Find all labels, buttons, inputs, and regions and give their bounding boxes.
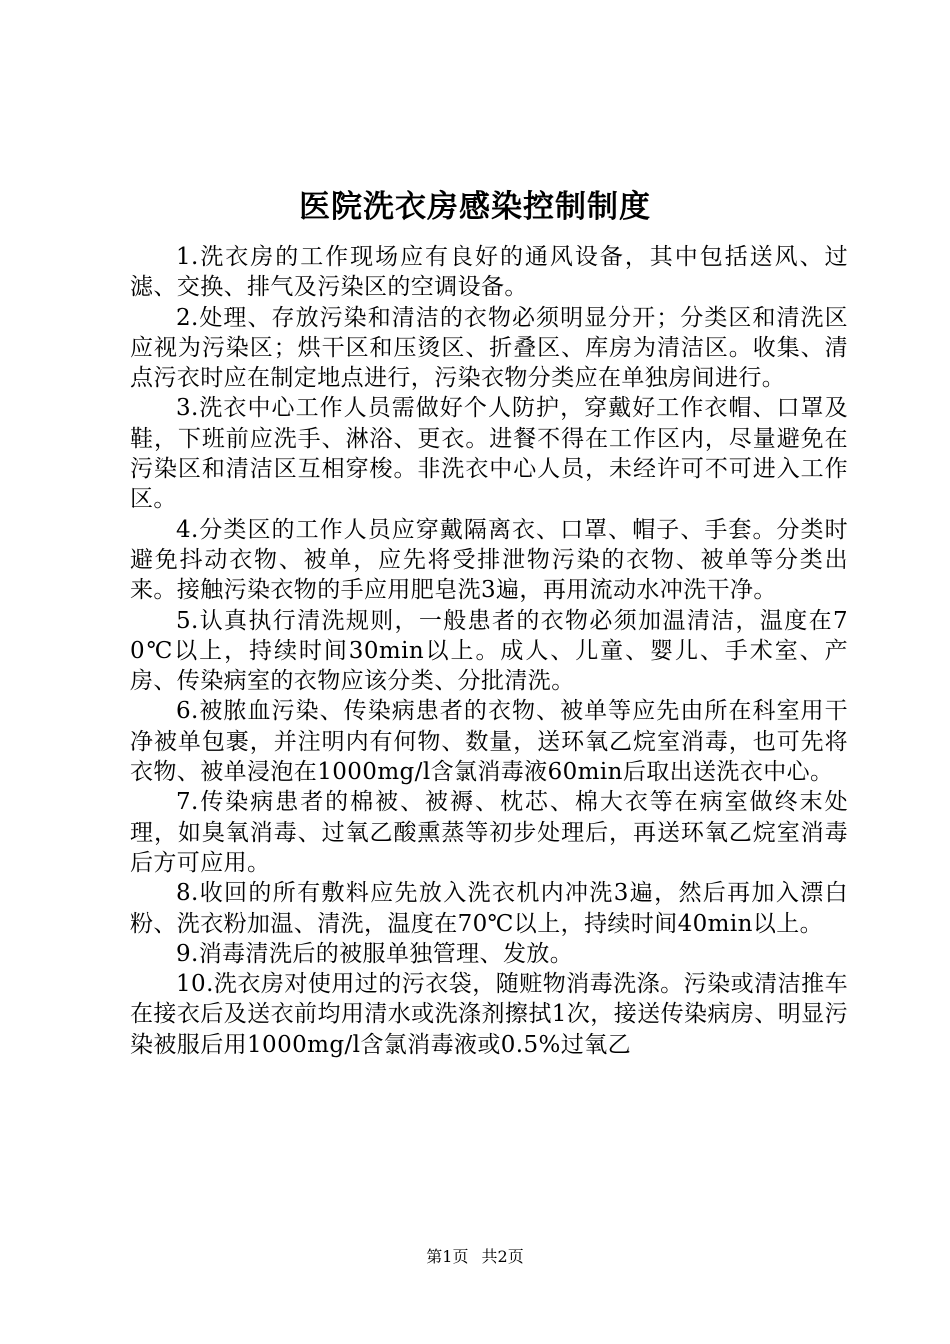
paragraph-10: 10.洗衣房对使用过的污衣袋，随赃物消毒洗涤。污染或清洁推车在接衣后及送衣前均用清水或洗涤剂擦拭1次，接送传染病房、明显污染被服后用1000mg/l含氯消毒液或0.5%过氧乙	[130, 971, 848, 1058]
paragraph-9: 9.消毒清洗后的被服单独管理、发放。	[176, 940, 574, 967]
paragraph-8: 8.收回的所有敷料应先放入洗衣机内冲洗3遍，然后再加入漂白粉、洗衣粉加温、清洗，温度在70℃以上，持续时间40min以上。	[130, 880, 848, 937]
page-number: 第1页	[426, 1247, 469, 1266]
document-body	[130, 242, 848, 1060]
paragraph-6: 6.被脓血污染、传染病患者的衣物、被单等应先由所在科室用干净被单包裹，并注明内有何物、数量，送环氧乙烷室消毒，也可先将衣物、被单浸泡在1000mg/l含氯消毒液60min后取出送洗衣中心。	[130, 698, 848, 786]
paragraph-2: 2.处理、存放污染和清洁的衣物必须明显分开；分类区和清洗区应视为污染区；烘干区和压烫区、折叠区、库房为清洁区。收集、清点污衣时应在制定地点进行，污染衣物分类应在单独房间进行。	[130, 304, 848, 392]
page-footer	[0, 1247, 950, 1267]
paragraph-5: 5.认真执行清洗规则，一般患者的衣物必须加温清洁，温度在70℃以上，持续时间30min以上。成人、儿童、婴儿、手术室、产房、传染病室的衣物应该分类、分批清洗。	[130, 607, 848, 695]
paragraph-4: 4.分类区的工作人员应穿戴隔离衣、口罩、帽子、手套。分类时避免抖动衣物、被单，应先将受排泄物污染的衣物、被单等分类出来。接触污染衣物的手应用肥皂洗3遍，再用流动水冲洗干净。	[130, 516, 848, 604]
document-title: 医院洗衣房感染控制制度	[299, 189, 651, 225]
paragraph-1: 1.洗衣房的工作现场应有良好的通风设备，其中包括送风、过滤、交换、排气及污染区的空调设备。	[130, 244, 848, 301]
paragraph-3: 3.洗衣中心工作人员需做好个人防护，穿戴好工作衣帽、口罩及鞋，下班前应洗手、淋浴、更衣。进餐不得在工作区内，尽量避免在污染区和清洁区互相穿梭。非洗衣中心人员，未经许可不可进入工作区。	[130, 395, 848, 513]
paragraph-7: 7.传染病患者的棉被、被褥、枕芯、棉大衣等在病室做终末处理，如臭氧消毒、过氧乙酸熏蒸等初步处理后，再送环氧乙烷室消毒后方可应用。	[130, 789, 848, 876]
page-total: 共2页	[481, 1247, 524, 1266]
